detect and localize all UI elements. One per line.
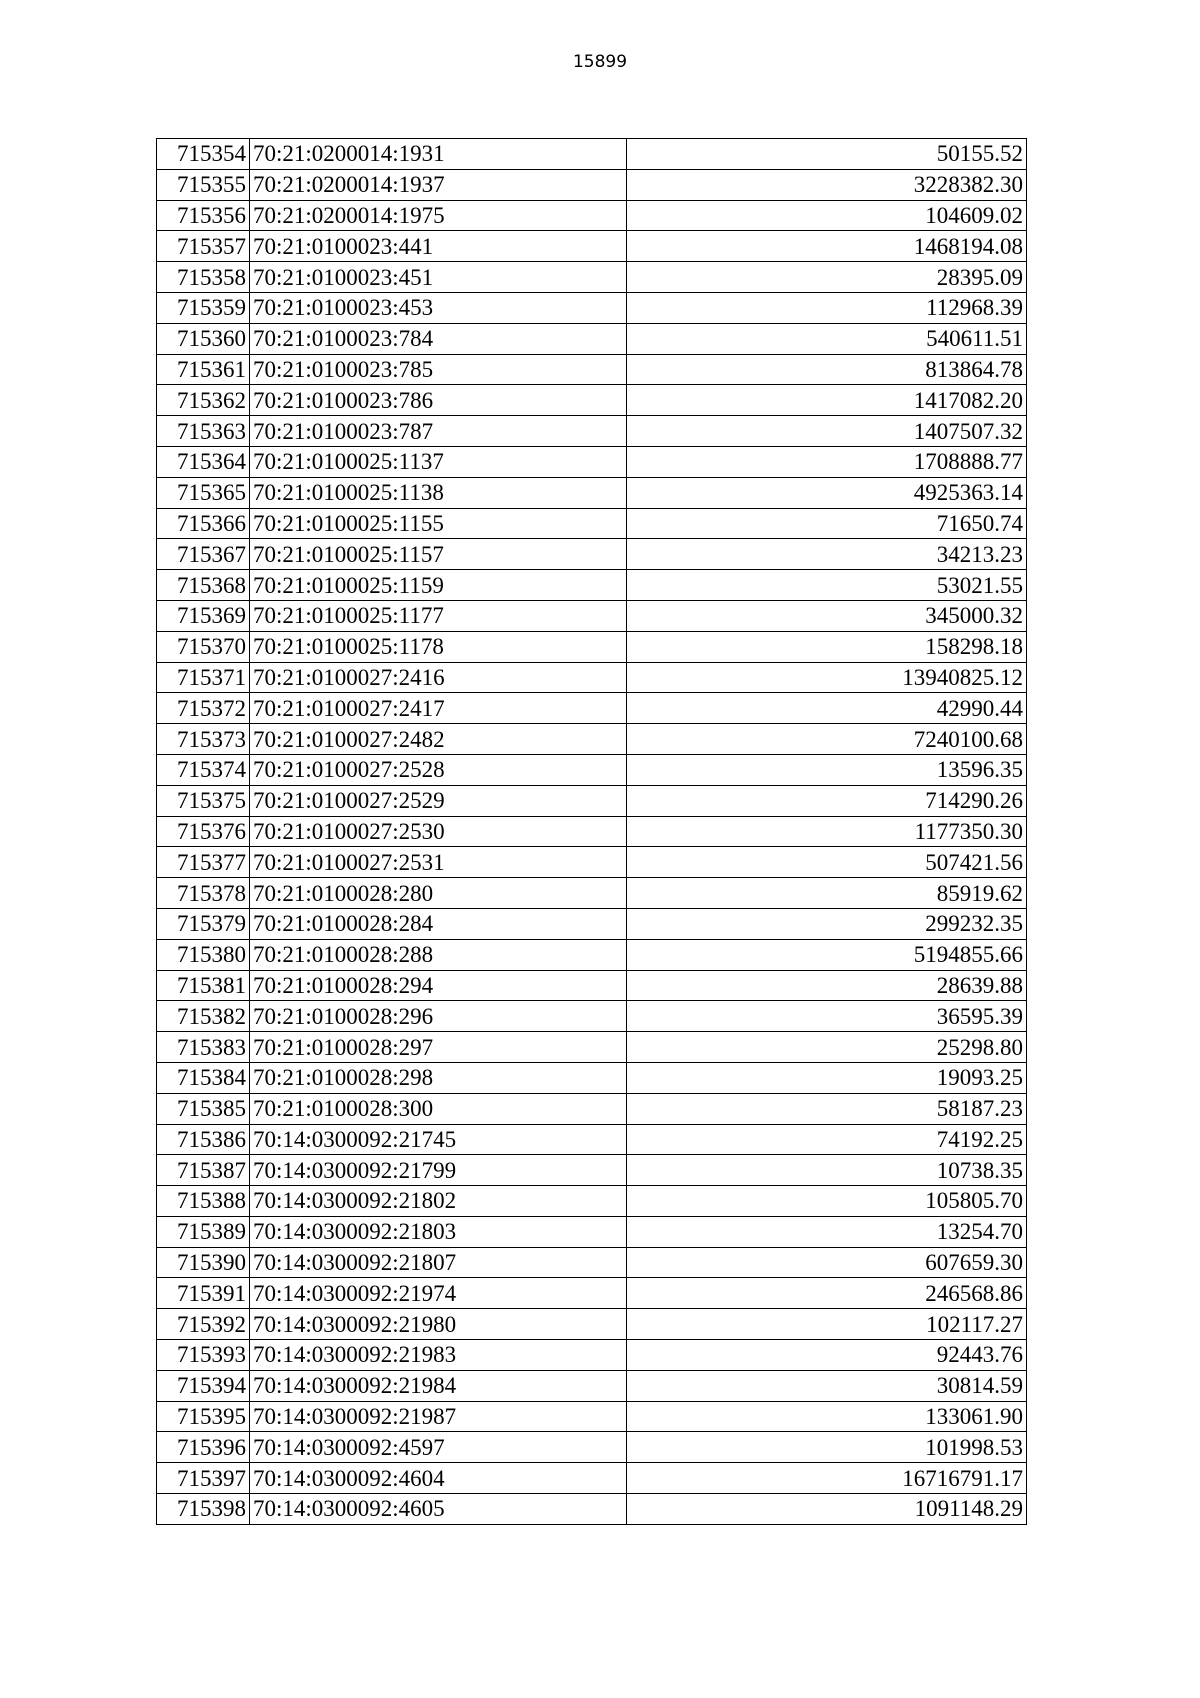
cadastral-number-cell: 70:21:0100025:1157: [250, 539, 627, 570]
cadastral-value-cell: 105805.70: [627, 1186, 1027, 1217]
table-row: [157, 1432, 1027, 1463]
cadastral-number-cell: 70:14:0300092:21987: [250, 1401, 627, 1432]
cadastral-value-table: [156, 138, 1027, 1525]
cadastral-number-cell: 70:21:0100027:2416: [250, 662, 627, 693]
cadastral-number-cell: 70:21:0100025:1138: [250, 477, 627, 508]
cadastral-number-cell: 70:21:0100028:280: [250, 878, 627, 909]
table-row: [157, 693, 1027, 724]
table-row: [157, 847, 1027, 878]
table-row: [157, 1001, 1027, 1032]
row-number-cell: 715366: [157, 508, 250, 539]
table-row: [157, 570, 1027, 601]
row-number-cell: 715364: [157, 446, 250, 477]
row-number-cell: 715386: [157, 1124, 250, 1155]
cadastral-value-cell: 104609.02: [627, 200, 1027, 231]
row-number-cell: 715380: [157, 939, 250, 970]
row-number-cell: 715361: [157, 354, 250, 385]
row-number-cell: 715376: [157, 816, 250, 847]
table-row: [157, 1216, 1027, 1247]
row-number-cell: 715354: [157, 139, 250, 170]
table-row: [157, 292, 1027, 323]
row-number-cell: 715388: [157, 1186, 250, 1217]
cadastral-value-cell: 58187.23: [627, 1093, 1027, 1124]
cadastral-value-cell: 1708888.77: [627, 446, 1027, 477]
cadastral-number-cell: 70:21:0100023:453: [250, 292, 627, 323]
table-row: [157, 416, 1027, 447]
table-row: [157, 1062, 1027, 1093]
cadastral-number-cell: 70:21:0100028:294: [250, 970, 627, 1001]
table-row: [157, 1463, 1027, 1494]
table-row: [157, 1247, 1027, 1278]
row-number-cell: 715368: [157, 570, 250, 601]
row-number-cell: 715365: [157, 477, 250, 508]
row-number-cell: 715396: [157, 1432, 250, 1463]
table-row: [157, 662, 1027, 693]
row-number-cell: 715356: [157, 200, 250, 231]
table-row: [157, 477, 1027, 508]
row-number-cell: 715375: [157, 785, 250, 816]
cadastral-value-cell: 92443.76: [627, 1340, 1027, 1371]
cadastral-number-cell: 70:21:0100027:2417: [250, 693, 627, 724]
cadastral-number-cell: 70:21:0200014:1975: [250, 200, 627, 231]
cadastral-value-cell: 28395.09: [627, 262, 1027, 293]
cadastral-number-cell: 70:21:0100027:2530: [250, 816, 627, 847]
row-number-cell: 715374: [157, 754, 250, 785]
table-row: [157, 1401, 1027, 1432]
cadastral-value-cell: 50155.52: [627, 139, 1027, 170]
row-number-cell: 715359: [157, 292, 250, 323]
cadastral-number-cell: 70:21:0100028:296: [250, 1001, 627, 1032]
cadastral-value-cell: 1468194.08: [627, 231, 1027, 262]
cadastral-number-cell: 70:21:0100023:786: [250, 385, 627, 416]
cadastral-number-cell: 70:14:0300092:21807: [250, 1247, 627, 1278]
table-row: [157, 1309, 1027, 1340]
cadastral-number-cell: 70:21:0100023:784: [250, 323, 627, 354]
row-number-cell: 715377: [157, 847, 250, 878]
cadastral-number-cell: 70:21:0100025:1159: [250, 570, 627, 601]
table-row: [157, 908, 1027, 939]
cadastral-number-cell: 70:14:0300092:21984: [250, 1370, 627, 1401]
cadastral-value-cell: 28639.88: [627, 970, 1027, 1001]
cadastral-number-cell: 70:21:0100028:300: [250, 1093, 627, 1124]
cadastral-number-cell: 70:14:0300092:21983: [250, 1340, 627, 1371]
cadastral-value-cell: 42990.44: [627, 693, 1027, 724]
cadastral-number-cell: 70:21:0100023:785: [250, 354, 627, 385]
table-row: [157, 354, 1027, 385]
row-number-cell: 715382: [157, 1001, 250, 1032]
row-number-cell: 715378: [157, 878, 250, 909]
table-row: [157, 1494, 1027, 1525]
cadastral-value-cell: 299232.35: [627, 908, 1027, 939]
table-row: [157, 754, 1027, 785]
cadastral-number-cell: 70:14:0300092:4604: [250, 1463, 627, 1494]
cadastral-number-cell: 70:21:0200014:1931: [250, 139, 627, 170]
row-number-cell: 715393: [157, 1340, 250, 1371]
table-row: [157, 539, 1027, 570]
cadastral-value-cell: 74192.25: [627, 1124, 1027, 1155]
cadastral-value-cell: 5194855.66: [627, 939, 1027, 970]
table-row: [157, 1186, 1027, 1217]
cadastral-number-cell: 70:14:0300092:21799: [250, 1155, 627, 1186]
table-row: [157, 631, 1027, 662]
table-row: [157, 970, 1027, 1001]
cadastral-number-cell: 70:21:0100025:1155: [250, 508, 627, 539]
cadastral-number-cell: 70:14:0300092:4605: [250, 1494, 627, 1525]
row-number-cell: 715387: [157, 1155, 250, 1186]
cadastral-number-cell: 70:21:0100027:2528: [250, 754, 627, 785]
row-number-cell: 715355: [157, 169, 250, 200]
cadastral-value-cell: 30814.59: [627, 1370, 1027, 1401]
row-number-cell: 715379: [157, 908, 250, 939]
cadastral-value-cell: 36595.39: [627, 1001, 1027, 1032]
row-number-cell: 715371: [157, 662, 250, 693]
cadastral-value-cell: 133061.90: [627, 1401, 1027, 1432]
cadastral-value-cell: 158298.18: [627, 631, 1027, 662]
cadastral-value-cell: 1177350.30: [627, 816, 1027, 847]
table-row: [157, 724, 1027, 755]
table-row: [157, 385, 1027, 416]
table-row: [157, 323, 1027, 354]
cadastral-value-cell: 607659.30: [627, 1247, 1027, 1278]
cadastral-value-cell: 112968.39: [627, 292, 1027, 323]
table-row: [157, 262, 1027, 293]
cadastral-value-cell: 246568.86: [627, 1278, 1027, 1309]
table-row: [157, 231, 1027, 262]
cadastral-value-cell: 345000.32: [627, 600, 1027, 631]
row-number-cell: 715385: [157, 1093, 250, 1124]
table-body: [157, 139, 1027, 1525]
table-row: [157, 816, 1027, 847]
row-number-cell: 715367: [157, 539, 250, 570]
cadastral-value-cell: 85919.62: [627, 878, 1027, 909]
row-number-cell: 715391: [157, 1278, 250, 1309]
cadastral-number-cell: 70:21:0100025:1137: [250, 446, 627, 477]
cadastral-number-cell: 70:21:0100027:2531: [250, 847, 627, 878]
cadastral-number-cell: 70:21:0100028:284: [250, 908, 627, 939]
cadastral-value-cell: 7240100.68: [627, 724, 1027, 755]
table-row: [157, 139, 1027, 170]
table-row: [157, 1093, 1027, 1124]
table-row: [157, 200, 1027, 231]
row-number-cell: 715370: [157, 631, 250, 662]
table-row: [157, 1340, 1027, 1371]
cadastral-number-cell: 70:14:0300092:21745: [250, 1124, 627, 1155]
cadastral-number-cell: 70:21:0100028:288: [250, 939, 627, 970]
row-number-cell: 715357: [157, 231, 250, 262]
cadastral-number-cell: 70:14:0300092:21802: [250, 1186, 627, 1217]
cadastral-value-cell: 714290.26: [627, 785, 1027, 816]
row-number-cell: 715383: [157, 1032, 250, 1063]
row-number-cell: 715395: [157, 1401, 250, 1432]
cadastral-value-cell: 13596.35: [627, 754, 1027, 785]
cadastral-value-cell: 4925363.14: [627, 477, 1027, 508]
cadastral-value-cell: 34213.23: [627, 539, 1027, 570]
row-number-cell: 715398: [157, 1494, 250, 1525]
table-row: [157, 878, 1027, 909]
row-number-cell: 715360: [157, 323, 250, 354]
row-number-cell: 715363: [157, 416, 250, 447]
cadastral-number-cell: 70:21:0100025:1178: [250, 631, 627, 662]
cadastral-number-cell: 70:21:0100027:2482: [250, 724, 627, 755]
table-row: [157, 1370, 1027, 1401]
row-number-cell: 715390: [157, 1247, 250, 1278]
cadastral-value-cell: 813864.78: [627, 354, 1027, 385]
table-row: [157, 169, 1027, 200]
cadastral-value-cell: 16716791.17: [627, 1463, 1027, 1494]
page-number: 15899: [572, 52, 628, 72]
cadastral-number-cell: 70:14:0300092:4597: [250, 1432, 627, 1463]
row-number-cell: 715358: [157, 262, 250, 293]
table-row: [157, 1124, 1027, 1155]
cadastral-value-cell: 13940825.12: [627, 662, 1027, 693]
cadastral-number-cell: 70:21:0100023:451: [250, 262, 627, 293]
cadastral-number-cell: 70:21:0100023:441: [250, 231, 627, 262]
row-number-cell: 715362: [157, 385, 250, 416]
table-row: [157, 939, 1027, 970]
cadastral-number-cell: 70:14:0300092:21980: [250, 1309, 627, 1340]
cadastral-value-cell: 10738.35: [627, 1155, 1027, 1186]
row-number-cell: 715373: [157, 724, 250, 755]
row-number-cell: 715392: [157, 1309, 250, 1340]
cadastral-value-cell: 19093.25: [627, 1062, 1027, 1093]
cadastral-value-cell: 102117.27: [627, 1309, 1027, 1340]
cadastral-number-cell: 70:14:0300092:21803: [250, 1216, 627, 1247]
cadastral-number-cell: 70:21:0100027:2529: [250, 785, 627, 816]
row-number-cell: 715372: [157, 693, 250, 724]
cadastral-value-cell: 1091148.29: [627, 1494, 1027, 1525]
table-row: [157, 1032, 1027, 1063]
row-number-cell: 715369: [157, 600, 250, 631]
cadastral-value-cell: 101998.53: [627, 1432, 1027, 1463]
cadastral-value-cell: 1407507.32: [627, 416, 1027, 447]
cadastral-number-cell: 70:21:0100023:787: [250, 416, 627, 447]
row-number-cell: 715384: [157, 1062, 250, 1093]
cadastral-number-cell: 70:14:0300092:21974: [250, 1278, 627, 1309]
table-row: [157, 600, 1027, 631]
cadastral-value-cell: 71650.74: [627, 508, 1027, 539]
row-number-cell: 715394: [157, 1370, 250, 1401]
table-row: [157, 1278, 1027, 1309]
cadastral-value-cell: 25298.80: [627, 1032, 1027, 1063]
cadastral-number-cell: 70:21:0100025:1177: [250, 600, 627, 631]
table-row: [157, 446, 1027, 477]
cadastral-number-cell: 70:21:0200014:1937: [250, 169, 627, 200]
table-row: [157, 785, 1027, 816]
row-number-cell: 715381: [157, 970, 250, 1001]
cadastral-value-cell: 13254.70: [627, 1216, 1027, 1247]
table-row: [157, 508, 1027, 539]
cadastral-value-cell: 53021.55: [627, 570, 1027, 601]
cadastral-value-cell: 507421.56: [627, 847, 1027, 878]
cadastral-value-cell: 540611.51: [627, 323, 1027, 354]
cadastral-number-cell: 70:21:0100028:297: [250, 1032, 627, 1063]
row-number-cell: 715389: [157, 1216, 250, 1247]
cadastral-value-cell: 1417082.20: [627, 385, 1027, 416]
cadastral-number-cell: 70:21:0100028:298: [250, 1062, 627, 1093]
cadastral-value-cell: 3228382.30: [627, 169, 1027, 200]
row-number-cell: 715397: [157, 1463, 250, 1494]
table-row: [157, 1155, 1027, 1186]
